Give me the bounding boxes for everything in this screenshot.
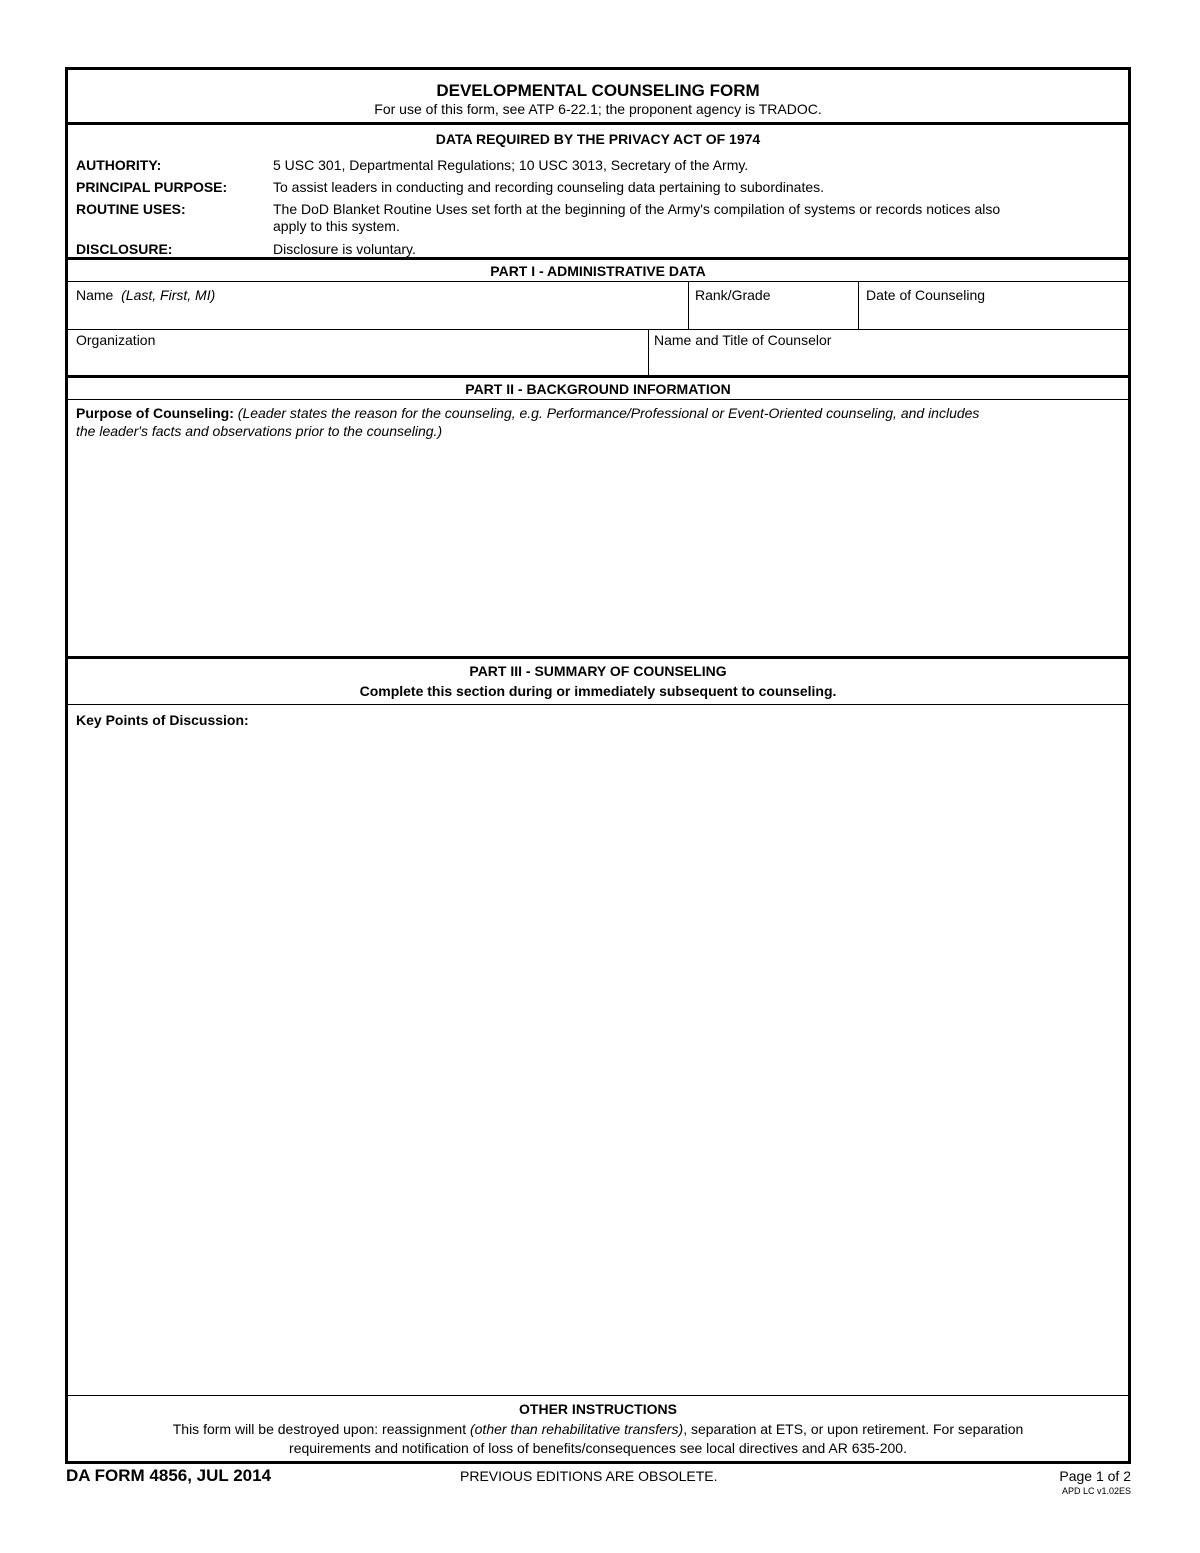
organization-field-label[interactable]: Organization — [76, 332, 156, 348]
version-label: APD LC v1.02ES — [1061, 1486, 1131, 1496]
authority-text: 5 USC 301, Departmental Regulations; 10 USC 3013, Secretary of the Army. — [273, 157, 749, 173]
key-points-field-label[interactable]: Key Points of Discussion: — [76, 712, 249, 728]
divider — [68, 375, 1128, 378]
divider — [688, 281, 689, 329]
form-subtitle: For use of this form, see ATP 6-22.1; the proponent agency is TRADOC. — [374, 101, 822, 117]
other-instructions-heading: OTHER INSTRUCTIONS — [519, 1401, 677, 1417]
date-of-counseling-field-label[interactable]: Date of Counseling — [866, 287, 986, 303]
divider — [858, 281, 859, 329]
other-instructions-text-a: This form will be destroyed upon: reassignment — [172, 1421, 470, 1437]
privacy-heading: DATA REQUIRED BY THE PRIVACY ACT OF 1974 — [435, 131, 761, 147]
other-instructions-italic: (other than rehabilitative transfers) — [469, 1421, 684, 1437]
routine-uses-text-line2: apply to this system. — [273, 218, 400, 234]
purpose-of-counseling-hint-line2: the leader's facts and observations prior to the counseling.) — [76, 423, 443, 439]
disclosure-label: DISCLOSURE: — [76, 241, 173, 257]
routine-uses-label: ROUTINE USES: — [76, 201, 186, 217]
page-number: Page 1 of 2 — [1059, 1468, 1131, 1484]
part3-subheading: Complete this section during or immediately subsequent to counseling. — [359, 683, 837, 699]
name-field-label[interactable] — [76, 287, 215, 303]
divider — [68, 122, 1128, 125]
other-instructions-text-b: , separation at ETS, or upon retirement. For separation — [683, 1421, 1024, 1437]
other-instructions-line1 — [68, 1421, 1128, 1437]
part1-heading: PART I - ADMINISTRATIVE DATA — [490, 263, 706, 279]
divider — [648, 329, 649, 376]
divider — [68, 399, 1128, 400]
divider — [68, 656, 1128, 659]
routine-uses-text-line1: The DoD Blanket Routine Uses set forth at the beginning of the Army's compilation of systems or records notices also — [273, 201, 1001, 217]
form-id: DA FORM 4856, JUL 2014 — [66, 1466, 272, 1485]
name-hint: (Last, First, MI) — [121, 287, 216, 303]
divider — [68, 281, 1128, 282]
divider — [68, 704, 1128, 705]
divider — [68, 329, 1128, 330]
name-label: Name — [76, 287, 114, 303]
form-title: DEVELOPMENTAL COUNSELING FORM — [436, 81, 760, 100]
divider — [68, 257, 1128, 260]
purpose-label: PRINCIPAL PURPOSE: — [76, 179, 228, 195]
obsolete-notice: PREVIOUS EDITIONS ARE OBSOLETE. — [460, 1468, 718, 1484]
purpose-text: To assist leaders in conducting and recording counseling data pertaining to subordinates. — [273, 179, 825, 195]
divider — [68, 1395, 1128, 1396]
counselor-field-label[interactable]: Name and Title of Counselor — [654, 332, 832, 348]
part3-heading: PART III - SUMMARY OF COUNSELING — [469, 663, 727, 679]
purpose-of-counseling-hint: (Leader states the reason for the counseling, e.g. Performance/Professional or Event-Oriented counseling, and includes — [237, 405, 980, 421]
purpose-of-counseling-field[interactable] — [76, 405, 1121, 421]
counseling-form — [65, 67, 1131, 1464]
disclosure-text: Disclosure is voluntary. — [273, 241, 416, 257]
other-instructions-line2: requirements and notification of loss of benefits/consequences see local directives and AR 635-200. — [289, 1440, 907, 1456]
purpose-of-counseling-label: Purpose of Counseling: — [76, 405, 234, 421]
authority-label: AUTHORITY: — [76, 157, 162, 173]
part2-heading: PART II - BACKGROUND INFORMATION — [465, 381, 731, 397]
rank-grade-field-label[interactable]: Rank/Grade — [695, 287, 771, 303]
